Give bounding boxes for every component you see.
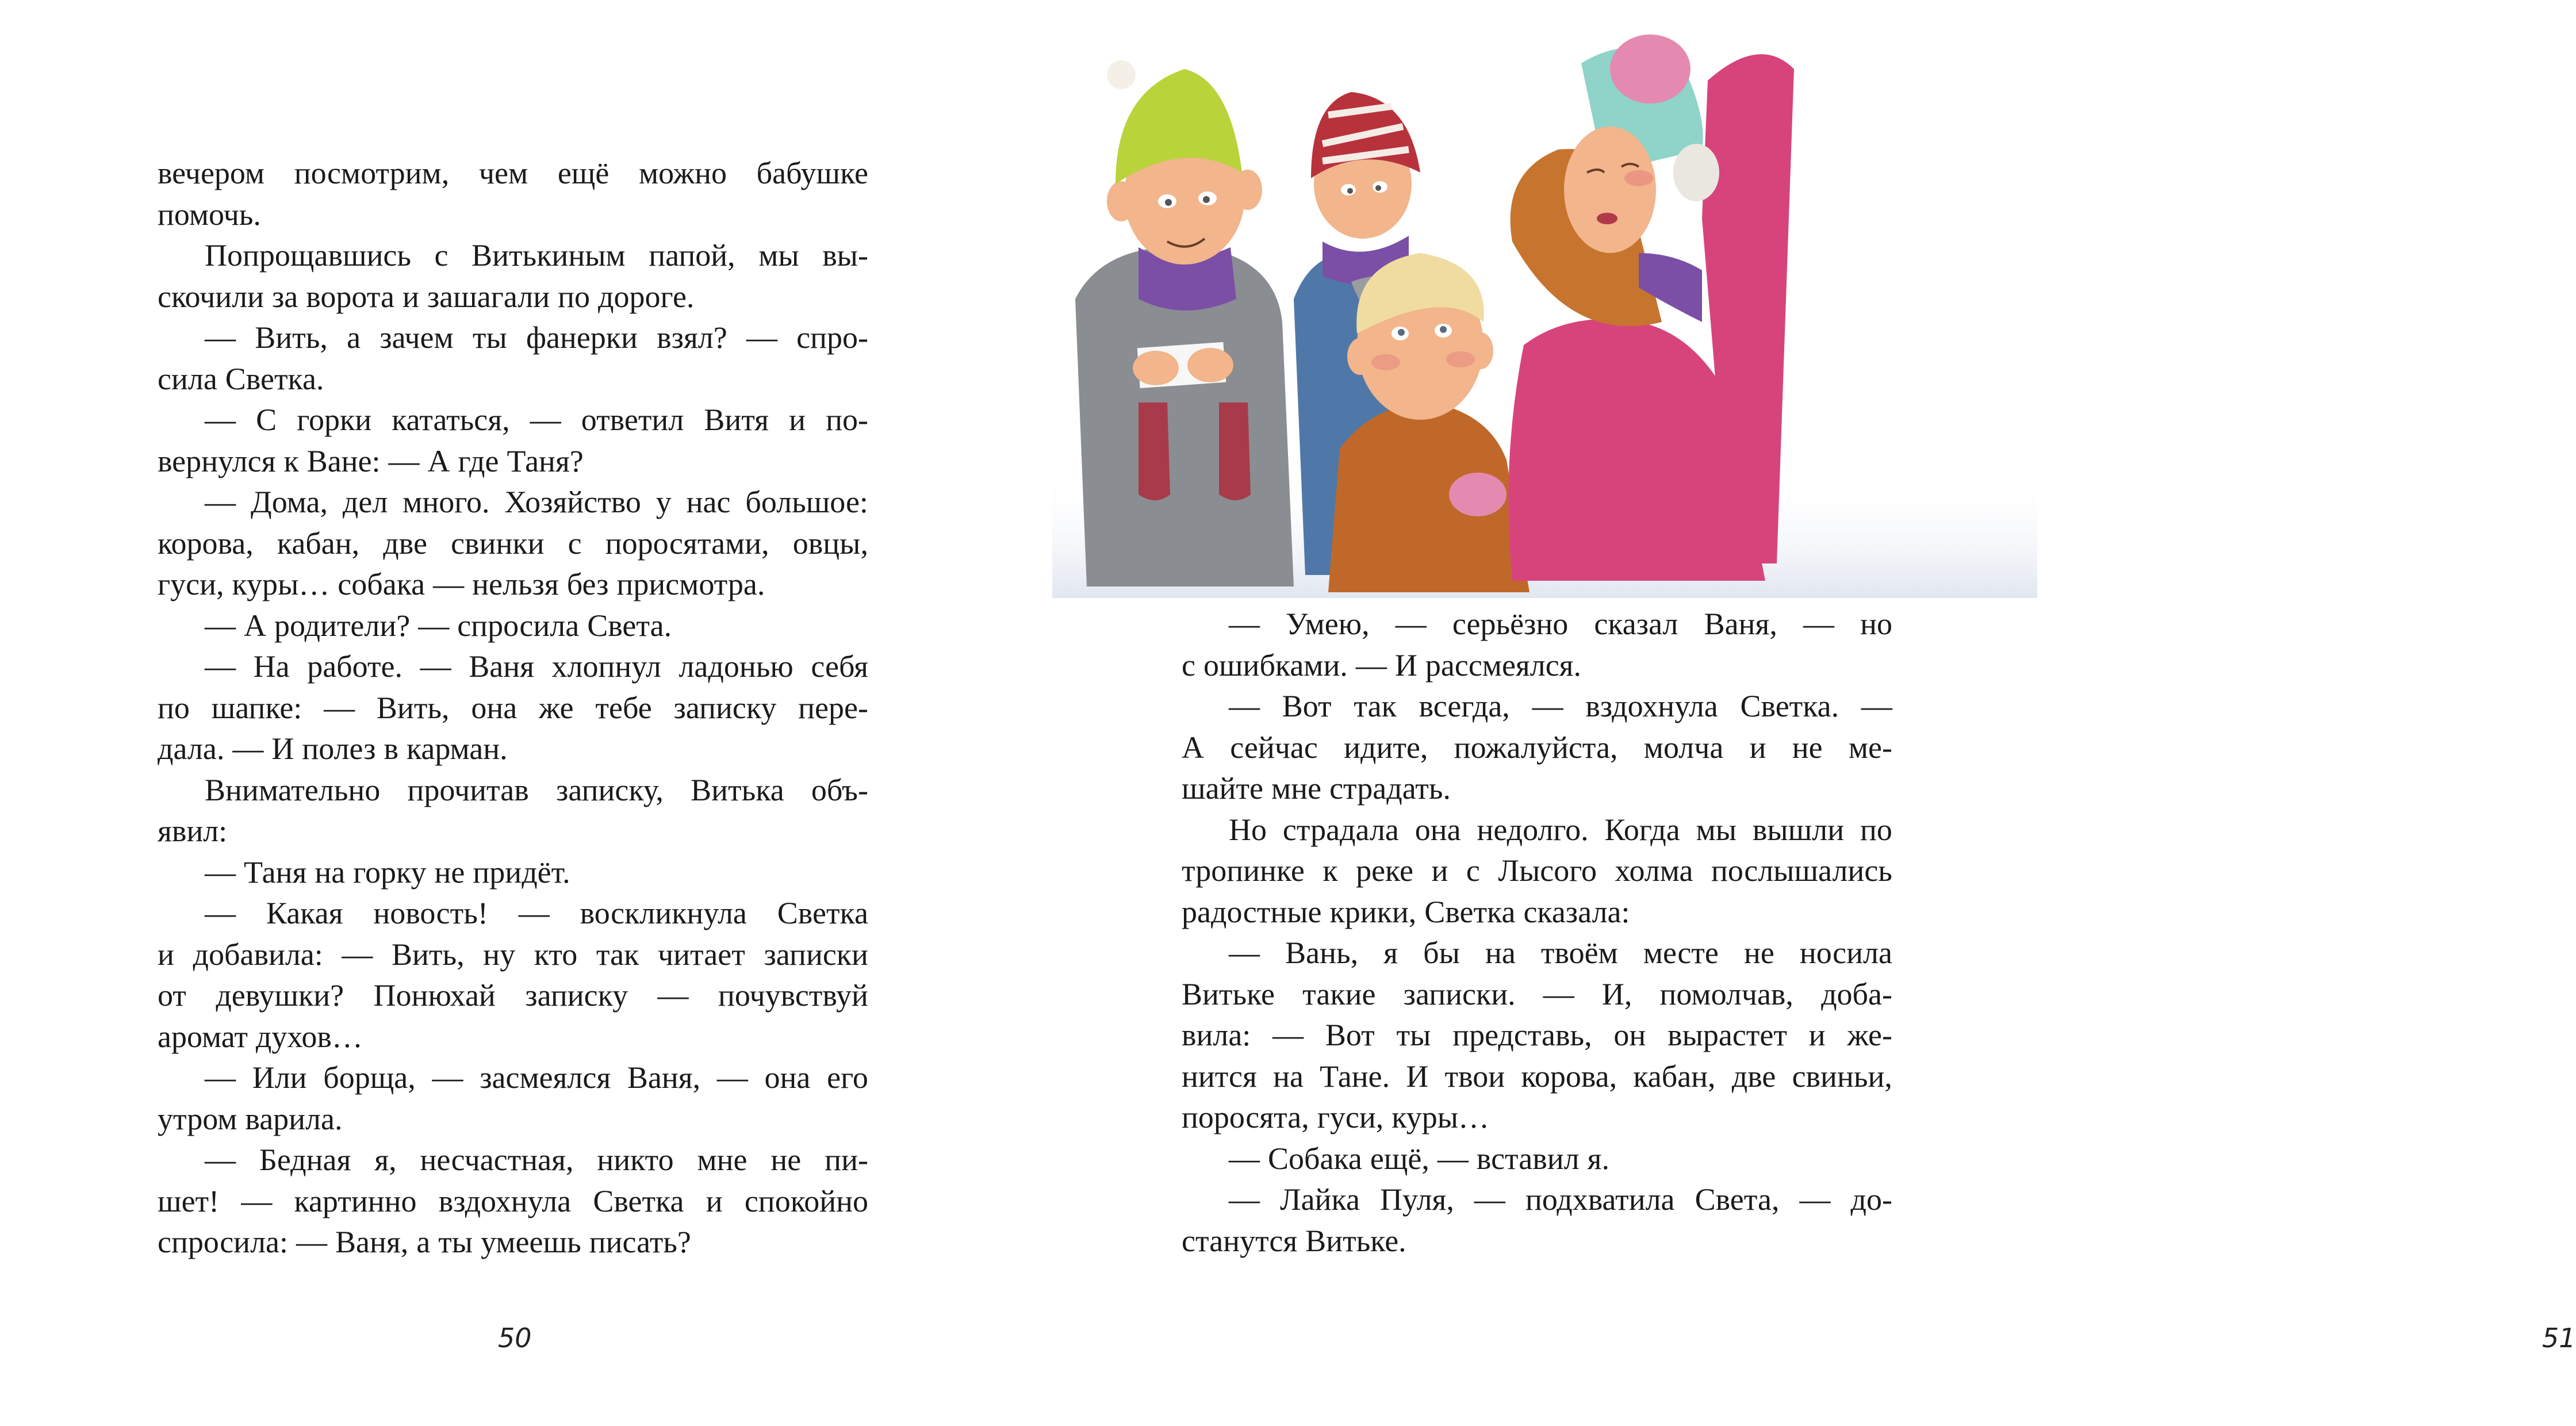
right-page-text: [1182, 604, 1892, 1262]
left-page: [0, 0, 1018, 1426]
left-page-text: [158, 153, 868, 1263]
text-line: дала. — И полез в карман.: [158, 731, 508, 766]
text-line: по шапке: — Вить, она же тебе записку пере-: [158, 690, 868, 725]
text-line: гуси, куры… собака — нельзя без присмотра.: [158, 567, 765, 601]
text-line: от девушки? Понюхай записку — почувствуй: [158, 978, 868, 1013]
text-line: — Вить, а зачем ты фанерки взял? — спро-: [205, 320, 868, 355]
text-line: скочили за ворота и зашагали по дороге.: [158, 279, 695, 314]
boy-green-hat: [1075, 60, 1294, 586]
text-line: утром варила.: [158, 1101, 343, 1136]
children-winter-illustration: [1052, 0, 2037, 598]
text-line: вернулся к Ване: — А где Таня?: [158, 443, 584, 478]
page-number-right: 51: [2542, 1322, 2576, 1354]
text-line: — Вань, я бы на твоём месте не носила: [1229, 936, 1892, 970]
text-line: аромат духов…: [158, 1019, 363, 1054]
text-line: — А родители? — спросила Света.: [205, 608, 672, 643]
text-line: сила Светка.: [158, 361, 324, 396]
text-line: — Лайка Пуля, — подхватила Света, — до-: [1229, 1182, 1892, 1217]
text-line: станутся Витьке.: [1182, 1223, 1406, 1258]
text-line: вила: — Вот ты представь, он вырастет и же-: [1182, 1018, 1892, 1052]
text-line: спросила: — Ваня, а ты умеешь писать?: [158, 1225, 691, 1259]
text-line: — На работе. — Ваня хлопнул ладонью себя: [205, 649, 868, 684]
text-line: — Собака ещё, — вставил я.: [1229, 1141, 1609, 1176]
text-line: Но страдала она недолго. Когда мы вышли по: [1229, 812, 1892, 847]
text-line: А сейчас идите, пожалуйста, молча и не ме-: [1182, 730, 1892, 765]
text-line: тропинке к реке и с Лысого холма послышались: [1182, 853, 1892, 888]
text-line: — Какая новость! — воскликнула Светка: [205, 896, 868, 930]
girl-pink-coat: [1508, 34, 1794, 581]
text-line: — Или борща, — засмеялся Ваня, — она его: [205, 1060, 868, 1095]
text-line: вечером посмотрим, чем ещё можно бабушке: [158, 156, 868, 190]
text-line: — Таня на горку не придёт.: [205, 854, 570, 890]
page-number-left: 50: [498, 1322, 532, 1354]
text-line: радостные крики, Светка сказала:: [1182, 894, 1630, 929]
text-line: — Умею, — серьёзно сказал Ваня, — но: [1229, 607, 1892, 641]
text-line: шайте мне страдать.: [1182, 771, 1451, 806]
text-line: — Бедная я, несчастная, никто мне не пи-: [205, 1143, 868, 1177]
text-line: Витьке такие записки. — И, помолчав, доба-: [1182, 976, 1892, 1011]
text-line: с ошибками. — И рассмеялся.: [1182, 647, 1582, 683]
text-line: Попрощавшись с Витькиным папой, мы вы-: [205, 238, 868, 273]
text-line: поросята, гуси, куры…: [1182, 1100, 1490, 1134]
text-line: корова, кабан, две свинки с поросятами, овцы,: [158, 526, 868, 561]
text-line: нится на Тане. И твои корова, кабан, две свиньи,: [1182, 1059, 1892, 1094]
text-line: помочь.: [158, 197, 261, 232]
text-line: и добавила: — Вить, ну кто так читает записки: [158, 937, 868, 972]
text-line: — С горки кататься, — ответил Витя и по-: [205, 402, 868, 437]
text-line: шет! — картинно вздохнула Светка и спокойно: [158, 1183, 868, 1218]
text-line: — Вот так всегда, — вздохнула Светка. —: [1229, 689, 1892, 723]
text-line: Внимательно прочитав записку, Витька объ-: [205, 772, 868, 807]
text-line: явил:: [158, 814, 228, 848]
text-line: — Дома, дел много. Хозяйство у нас большое:: [205, 485, 868, 519]
